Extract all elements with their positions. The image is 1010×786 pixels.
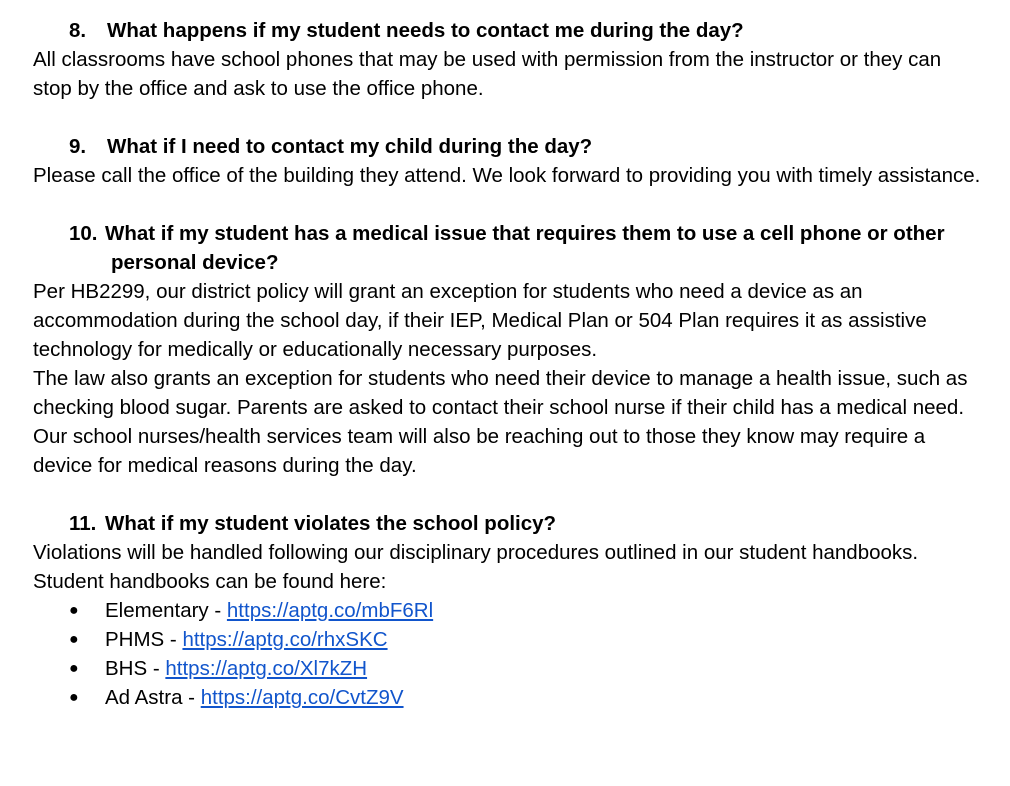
elementary-handbook-link[interactable]: https://aptg.co/mbF6Rl	[226, 599, 434, 622]
handbook-label: Elementary -	[105, 599, 227, 622]
faq-answer-8: All classrooms have school phones that may be used with permission from the instructor or they can stop by the office and ask to use the office phone.	[33, 48, 942, 100]
bhs-handbook-link[interactable]: https://aptg.co/Xl7kZH	[165, 657, 368, 680]
faq-question-9	[33, 132, 983, 161]
spacer	[33, 190, 983, 219]
faq-answer-11: Violations will be handled following our disciplinary procedures outlined in our student handbooks. Student handbooks can be found here:	[33, 541, 919, 593]
handbook-label: BHS -	[105, 657, 166, 680]
ad-astra-handbook-link[interactable]: https://aptg.co/CvtZ9V	[200, 686, 404, 709]
faq-answer-9: Please call the office of the building they attend. We look forward to providing you with timely assistance.	[33, 164, 981, 187]
question-text: What if my student has a medical issue that requires them to use a cell phone or other personal device?	[105, 222, 945, 274]
handbook-label: Ad Astra -	[105, 686, 201, 709]
question-number: 8.	[69, 19, 87, 42]
bullet-icon: ●	[69, 689, 79, 706]
list-item-phms	[33, 625, 983, 654]
bullet-icon: ●	[69, 602, 79, 619]
list-item-elementary	[33, 596, 983, 625]
question-number: 9.	[69, 135, 87, 158]
phms-handbook-link[interactable]: https://aptg.co/rhxSKC	[182, 628, 388, 651]
question-number: 10.	[69, 222, 98, 245]
spacer	[33, 103, 983, 132]
question-text: What if I need to contact my child during the day?	[107, 135, 593, 158]
question-text: What if my student violates the school policy?	[105, 512, 557, 535]
handbook-label: PHMS -	[105, 628, 183, 651]
faq-document	[33, 16, 983, 712]
question-text: What happens if my student needs to contact me during the day?	[107, 19, 744, 42]
question-number: 11.	[69, 512, 97, 535]
list-item-ad-astra	[33, 683, 983, 712]
bullet-icon: ●	[69, 660, 79, 677]
faq-question-10	[33, 219, 983, 277]
faq-question-8	[33, 16, 983, 45]
bullet-icon: ●	[69, 631, 79, 648]
spacer	[33, 480, 983, 509]
faq-question-11	[33, 509, 983, 538]
list-item-bhs	[33, 654, 983, 683]
handbook-link-list	[33, 596, 983, 712]
faq-answer-10-part-2: The law also grants an exception for students who need their device to manage a health issue, such as checking blood sugar. Parents are asked to contact their school nurse if their child has a medical need. Our school nurses/health services team will also be reaching out to those they know may require a device for medical reasons during the day.	[33, 367, 968, 477]
faq-answer-10-part-1: Per HB2299, our district policy will grant an exception for students who need a device as an accommodation during the school day, if their IEP, Medical Plan or 504 Plan requires it as assistive technology for medically or educationally necessary purposes.	[33, 280, 927, 361]
